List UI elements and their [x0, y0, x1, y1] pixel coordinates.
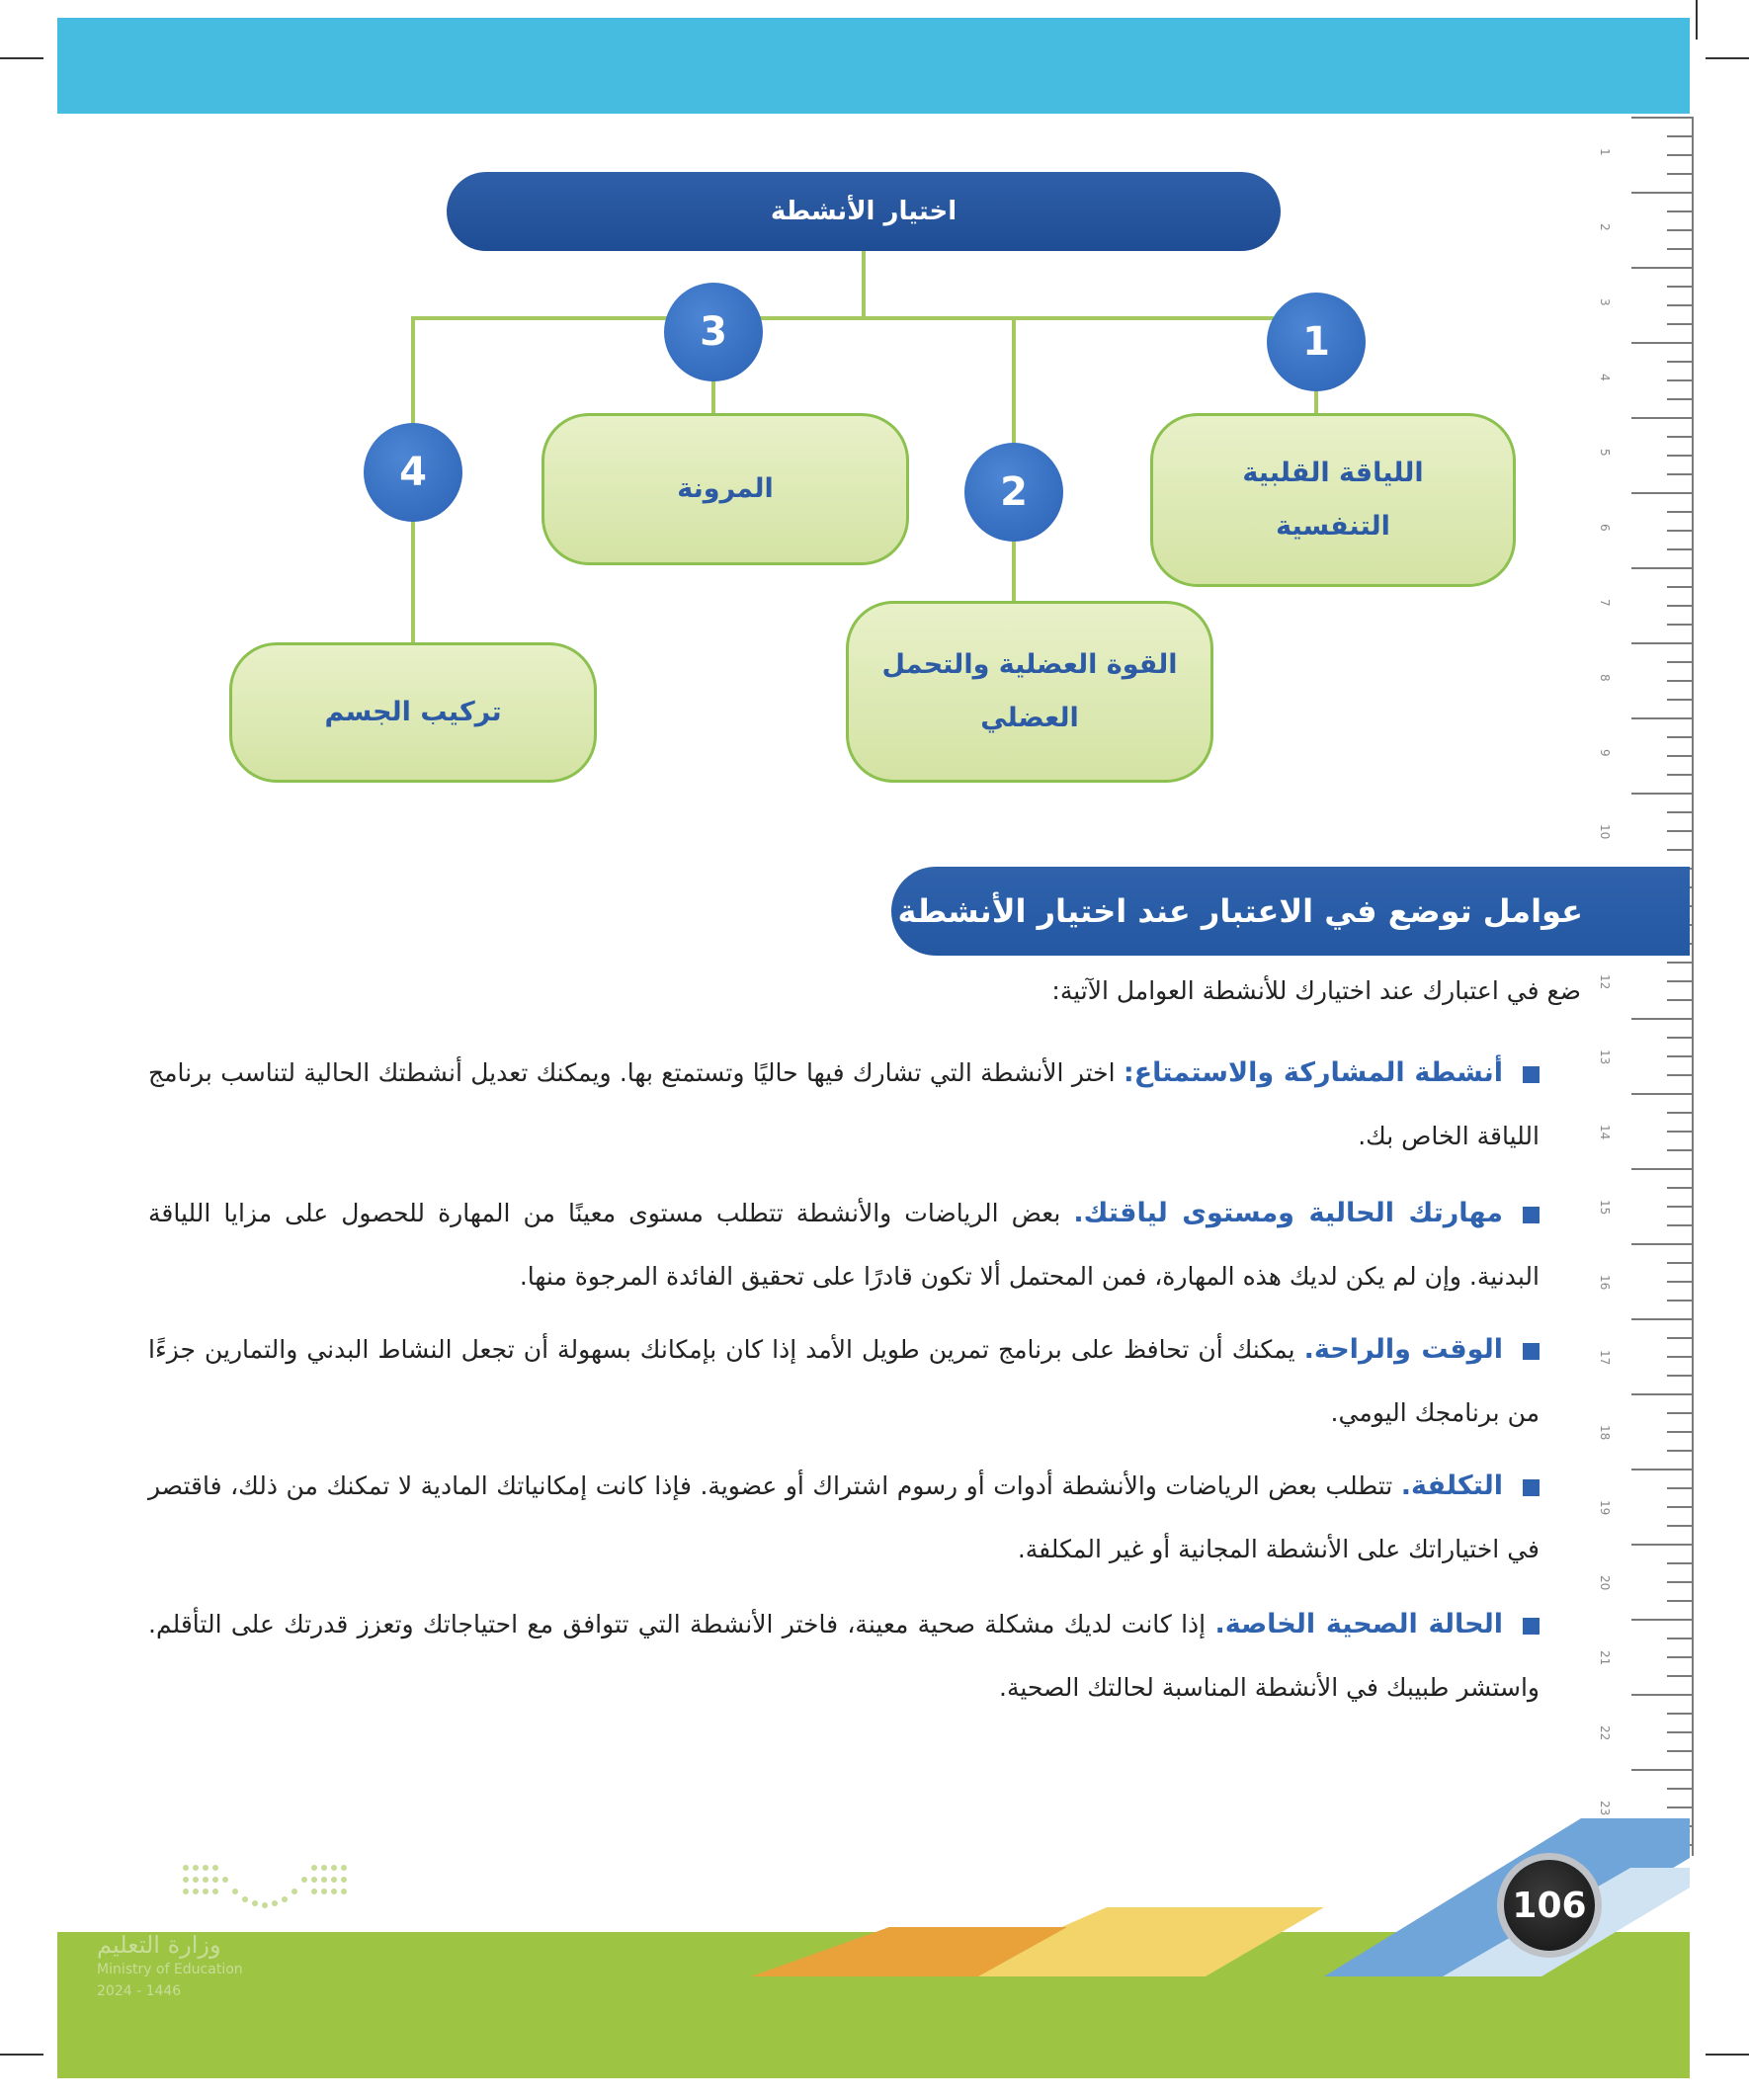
factor-keyword: التكلفة.: [1400, 1470, 1503, 1501]
number-badge-4: 4: [364, 423, 462, 522]
ruler-minor-tick: [1667, 999, 1693, 1001]
factor-text: بعض الرياضات والأنشطة تتطلب مستوى معينًا من المهارة للحصول على مزايا اللياقة البدنية. وإن لم يكن لديك هذه المهارة، فمن المحتمل ألا تكون قادرًا على تحقيق الفائدة المرجوة منها.: [148, 1199, 1540, 1291]
factor-item-health: [148, 1593, 1540, 1720]
factor-text: إذا كانت لديك مشكلة صحية معينة، فاختر الأنشطة التي تتوافق مع احتياجاتك وتعزز قدرتك على التأقلم. واستشر طبيبك في الأنشطة المناسبة لحالتك الصحية.: [148, 1610, 1540, 1702]
ruler-number: 15: [1598, 1200, 1612, 1216]
ruler-minor-tick: [1667, 511, 1693, 513]
ruler-minor-tick: [1667, 1656, 1693, 1658]
ruler-number: 6: [1598, 524, 1612, 532]
section-intro: ضع في اعتبارك عند اختيارك للأنشطة العوامل الآتية:: [1051, 976, 1581, 1005]
number-badge-2: 2: [964, 443, 1063, 542]
bullet-square-icon: [1523, 1066, 1540, 1083]
ruler-minor-tick: [1667, 135, 1693, 137]
bullet-square-icon: [1523, 1207, 1540, 1223]
factor-item-enjoyment: [148, 1042, 1540, 1168]
ruler-major-tick: [1631, 793, 1693, 795]
ruler-major-tick: [1631, 1318, 1693, 1320]
ruler-number: 10: [1598, 824, 1612, 840]
ruler-minor-tick: [1667, 755, 1693, 757]
factor-text: تتطلب بعض الرياضات والأنشطة أدوات أو رسوم اشتراك أو عضوية. فإذا كانت إمكانياتك المادية لا تمكنك من ذلك، فاقتصر في اختياراتك على الأنشطة المجانية أو غير المكلفة.: [148, 1471, 1540, 1563]
ruler-number: 21: [1598, 1650, 1612, 1666]
factor-text: اختر الأنشطة التي تشارك فيها حاليًا وتستمتع بها. ويمكنك تعديل أنشطتك الحالية لتناسب برنامج اللياقة الخاص بك.: [148, 1058, 1540, 1150]
ruler-minor-tick: [1667, 1487, 1693, 1489]
ruler-minor-tick: [1667, 849, 1693, 851]
factor-keyword: الوقت والراحة.: [1303, 1334, 1503, 1365]
ruler-minor-tick: [1667, 661, 1693, 663]
ruler-minor-tick: [1667, 1149, 1693, 1151]
ruler-major-tick: [1631, 1168, 1693, 1170]
ruler-major-tick: [1631, 1469, 1693, 1470]
ruler-number: 20: [1598, 1575, 1612, 1591]
ruler-minor-tick: [1667, 1300, 1693, 1302]
ruler-minor-tick: [1667, 398, 1693, 400]
ruler-minor-tick: [1667, 962, 1693, 964]
ruler-number: 18: [1598, 1425, 1612, 1441]
page-number-badge: 106: [1497, 1853, 1602, 1958]
ruler-number: 3: [1598, 298, 1612, 306]
ruler-major-tick: [1631, 192, 1693, 194]
ruler-number: 19: [1598, 1500, 1612, 1516]
ruler-number: 16: [1598, 1275, 1612, 1291]
ruler-minor-tick: [1667, 1412, 1693, 1414]
ruler-minor-tick: [1667, 1112, 1693, 1114]
ruler-minor-tick: [1667, 1431, 1693, 1433]
ruler-major-tick: [1631, 1393, 1693, 1395]
crop-mark: [1706, 2054, 1749, 2056]
ruler-minor-tick: [1667, 323, 1693, 325]
ruler-minor-tick: [1667, 1506, 1693, 1508]
ruler-major-tick: [1631, 1093, 1693, 1095]
box-cardio-fitness: اللياقة القلبية التنفسية: [1150, 413, 1516, 587]
factor-text: يمكنك أن تحافظ على برنامج تمرين طويل الأمد إذا كان بإمكانك بسهولة أن تجعل النشاط البدني والتمارين جزءًا من برنامجك اليومي.: [148, 1335, 1540, 1427]
ruler-minor-tick: [1667, 229, 1693, 231]
ruler-minor-tick: [1667, 1806, 1693, 1808]
ruler-minor-tick: [1667, 1131, 1693, 1133]
ruler-minor-tick: [1667, 1525, 1693, 1527]
ministry-logo-text: وزارة التعليم Ministry of Education 2024 - 1446: [97, 1931, 243, 1999]
factor-item-skill: [148, 1182, 1540, 1308]
ruler-minor-tick: [1667, 774, 1693, 776]
crop-mark: [0, 57, 43, 59]
ruler-major-tick: [1631, 342, 1693, 344]
ruler-number: 14: [1598, 1125, 1612, 1140]
ruler-minor-tick: [1667, 286, 1693, 288]
ruler-minor-tick: [1667, 530, 1693, 532]
bullet-square-icon: [1523, 1343, 1540, 1360]
ruler-major-tick: [1631, 1243, 1693, 1245]
ministry-logo-icon: [180, 1860, 350, 1915]
ruler-minor-tick: [1667, 210, 1693, 212]
ruler-minor-tick: [1667, 1675, 1693, 1677]
ruler-number: 12: [1598, 974, 1612, 990]
ruler-number: 17: [1598, 1350, 1612, 1366]
ruler-minor-tick: [1667, 699, 1693, 701]
ruler-minor-tick: [1667, 736, 1693, 738]
ruler-minor-tick: [1667, 1262, 1693, 1264]
ruler-minor-tick: [1667, 379, 1693, 381]
ruler-number: 4: [1598, 374, 1612, 381]
ruler-minor-tick: [1667, 1731, 1693, 1733]
ruler-minor-tick: [1667, 361, 1693, 363]
bullet-square-icon: [1523, 1479, 1540, 1496]
box-muscular-strength: القوة العضلية والتحمل العضلي: [846, 601, 1213, 783]
ruler-number: 2: [1598, 223, 1612, 231]
ruler-number: 1: [1598, 148, 1612, 156]
ruler-number: 23: [1598, 1801, 1612, 1816]
ruler-number: 13: [1598, 1050, 1612, 1065]
ruler-minor-tick: [1667, 624, 1693, 626]
connector-line: [411, 316, 1316, 320]
ruler-minor-tick: [1667, 436, 1693, 438]
ruler-minor-tick: [1667, 1037, 1693, 1039]
ruler-minor-tick: [1667, 1356, 1693, 1358]
ruler-major-tick: [1631, 642, 1693, 644]
box-flexibility: المرونة: [541, 413, 909, 565]
ruler-minor-tick: [1667, 1788, 1693, 1790]
factor-item-cost: [148, 1455, 1540, 1581]
ruler-minor-tick: [1667, 248, 1693, 250]
factor-keyword: مهارتك الحالية ومستوى لياقتك.: [1073, 1198, 1503, 1228]
ruler-minor-tick: [1667, 980, 1693, 982]
factor-keyword: أنشطة المشاركة والاستمتاع:: [1123, 1057, 1503, 1088]
ruler-minor-tick: [1667, 1224, 1693, 1226]
ruler-number: 7: [1598, 599, 1612, 607]
ruler-major-tick: [1631, 567, 1693, 569]
ruler-number: 5: [1598, 449, 1612, 457]
ruler-number: 22: [1598, 1725, 1612, 1741]
ruler-minor-tick: [1667, 1562, 1693, 1564]
ruler-major-tick: [1631, 1544, 1693, 1546]
ruler-major-tick: [1631, 492, 1693, 494]
ruler-number: 9: [1598, 749, 1612, 757]
top-color-band: [57, 18, 1690, 114]
ruler-minor-tick: [1667, 1713, 1693, 1715]
ruler-major-tick: [1631, 417, 1693, 419]
ruler-minor-tick: [1667, 304, 1693, 306]
factor-keyword: الحالة الصحية الخاصة.: [1214, 1609, 1503, 1639]
ruler-minor-tick: [1667, 680, 1693, 682]
ruler-major-tick: [1631, 1619, 1693, 1621]
ruler-major-tick: [1631, 117, 1693, 119]
number-badge-1: 1: [1267, 293, 1366, 391]
ruler-minor-tick: [1667, 154, 1693, 156]
ruler-number: 8: [1598, 674, 1612, 682]
ruler-minor-tick: [1667, 1600, 1693, 1602]
ruler-major-tick: [1631, 1018, 1693, 1020]
box-body-composition: تركيب الجسم: [229, 642, 597, 783]
ruler-minor-tick: [1667, 1750, 1693, 1752]
number-badge-3: 3: [664, 283, 763, 381]
side-ruler: [1596, 117, 1695, 1856]
factor-item-time: [148, 1318, 1540, 1445]
ruler-minor-tick: [1667, 548, 1693, 550]
ruler-major-tick: [1631, 1694, 1693, 1696]
ruler-minor-tick: [1667, 1375, 1693, 1377]
ruler-minor-tick: [1667, 1187, 1693, 1189]
ruler-minor-tick: [1667, 1450, 1693, 1452]
crop-mark: [1696, 0, 1698, 40]
ruler-minor-tick: [1667, 1281, 1693, 1283]
ruler-minor-tick: [1667, 586, 1693, 588]
ruler-major-tick: [1631, 1769, 1693, 1771]
ruler-minor-tick: [1667, 1581, 1693, 1583]
diagram-title: اختيار الأنشطة: [447, 172, 1281, 251]
section-heading: عوامل توضع في الاعتبار عند اختيار الأنشطة: [891, 867, 1690, 956]
ruler-minor-tick: [1667, 1337, 1693, 1339]
ruler-minor-tick: [1667, 173, 1693, 175]
ruler-minor-tick: [1667, 830, 1693, 832]
ruler-minor-tick: [1667, 473, 1693, 475]
ruler-minor-tick: [1667, 1638, 1693, 1639]
ruler-minor-tick: [1667, 455, 1693, 457]
ruler-minor-tick: [1667, 605, 1693, 607]
crop-mark: [1706, 57, 1749, 59]
ruler-minor-tick: [1667, 1074, 1693, 1076]
connector-line: [862, 251, 866, 318]
ruler-major-tick: [1631, 717, 1693, 719]
ruler-major-tick: [1631, 267, 1693, 269]
ruler-minor-tick: [1667, 811, 1693, 813]
ruler-minor-tick: [1667, 1055, 1693, 1057]
crop-mark: [0, 2054, 43, 2056]
ruler-minor-tick: [1667, 1206, 1693, 1208]
bullet-square-icon: [1523, 1618, 1540, 1635]
